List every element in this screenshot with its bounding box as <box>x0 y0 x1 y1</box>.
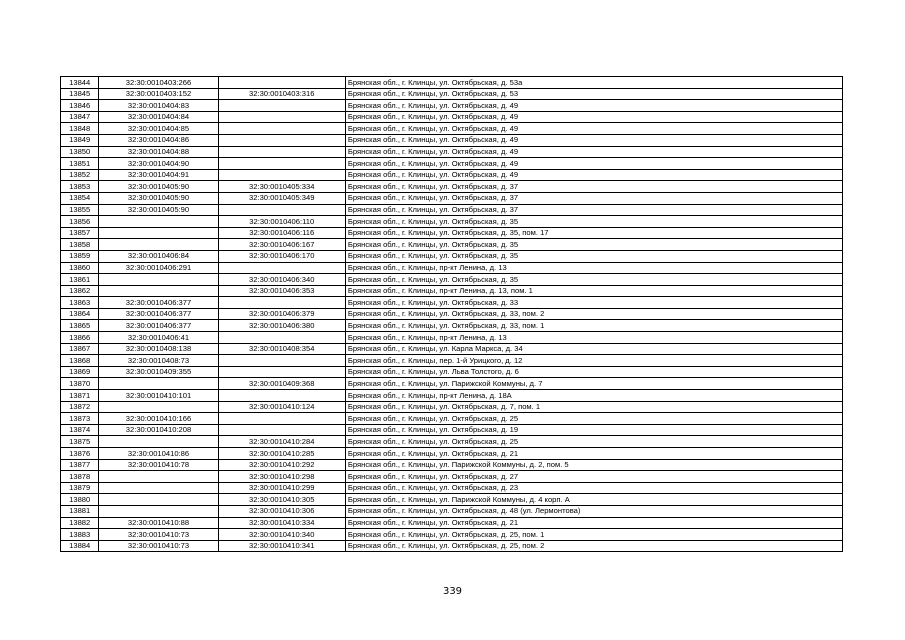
building-cadastral-number-cell: 32:30:0010410:284 <box>218 436 345 448</box>
address-cell: Брянская обл., г. Клинцы, ул. Октябрьская, д. 49 <box>345 111 842 123</box>
building-cadastral-number-cell <box>218 158 345 170</box>
table-row <box>61 169 843 181</box>
table-row <box>61 134 843 146</box>
land-cadastral-number-cell: 32:30:0010406:84 <box>99 250 218 262</box>
building-cadastral-number-cell: 32:30:0010405:334 <box>218 181 345 193</box>
land-cadastral-number-cell <box>99 505 218 517</box>
row-number-cell: 13845 <box>61 88 99 100</box>
land-cadastral-number-cell: 32:30:0010404:84 <box>99 111 218 123</box>
row-number-cell: 13881 <box>61 505 99 517</box>
address-cell: Брянская обл., г. Клинцы, ул. Парижской Коммуны, д. 7 <box>345 378 842 390</box>
building-cadastral-number-cell <box>218 111 345 123</box>
address-cell: Брянская обл., г. Клинцы, ул. Октябрьская, д. 33, пом. 1 <box>345 320 842 332</box>
building-cadastral-number-cell <box>218 204 345 216</box>
table-row <box>61 355 843 367</box>
building-cadastral-number-cell <box>218 77 345 89</box>
building-cadastral-number-cell <box>218 413 345 425</box>
table-row <box>61 192 843 204</box>
building-cadastral-number-cell <box>218 424 345 436</box>
address-cell: Брянская обл., г. Клинцы, ул. Октябрьская, д. 35 <box>345 274 842 286</box>
address-cell: Брянская обл., г. Клинцы, ул. Октябрьская, д. 37 <box>345 192 842 204</box>
row-number-cell: 13878 <box>61 471 99 483</box>
table-row <box>61 471 843 483</box>
building-cadastral-number-cell: 32:30:0010406:340 <box>218 274 345 286</box>
address-cell: Брянская обл., г. Клинцы, ул. Октябрьская, д. 37 <box>345 181 842 193</box>
table-row <box>61 343 843 355</box>
address-cell: Брянская обл., г. Клинцы, ул. Октябрьская, д. 53а <box>345 77 842 89</box>
address-cell: Брянская обл., г. Клинцы, ул. Октябрьская, д. 25, пом. 1 <box>345 529 842 541</box>
land-cadastral-number-cell: 32:30:0010404:85 <box>99 123 218 135</box>
land-cadastral-number-cell: 32:30:0010404:88 <box>99 146 218 158</box>
table-row <box>61 320 843 332</box>
row-number-cell: 13869 <box>61 366 99 378</box>
land-cadastral-number-cell: 32:30:0010403:152 <box>99 88 218 100</box>
address-cell: Брянская обл., г. Клинцы, ул. Октябрьская, д. 21 <box>345 448 842 460</box>
row-number-cell: 13882 <box>61 517 99 529</box>
building-cadastral-number-cell: 32:30:0010406:116 <box>218 227 345 239</box>
land-cadastral-number-cell <box>99 436 218 448</box>
land-cadastral-number-cell <box>99 471 218 483</box>
building-cadastral-number-cell: 32:30:0010406:379 <box>218 308 345 320</box>
address-cell: Брянская обл., г. Клинцы, пр-кт Ленина, д. 13 <box>345 262 842 274</box>
row-number-cell: 13883 <box>61 529 99 541</box>
land-cadastral-number-cell <box>99 494 218 506</box>
property-registry-table <box>60 76 843 552</box>
row-number-cell: 13865 <box>61 320 99 332</box>
land-cadastral-number-cell: 32:30:0010410:208 <box>99 424 218 436</box>
building-cadastral-number-cell: 32:30:0010406:380 <box>218 320 345 332</box>
land-cadastral-number-cell <box>99 401 218 413</box>
table-row <box>61 146 843 158</box>
land-cadastral-number-cell: 32:30:0010406:377 <box>99 297 218 309</box>
building-cadastral-number-cell <box>218 169 345 181</box>
address-cell: Брянская обл., г. Клинцы, ул. Парижской Коммуны, д. 2, пом. 5 <box>345 459 842 471</box>
table-row <box>61 390 843 402</box>
row-number-cell: 13866 <box>61 332 99 344</box>
table-row <box>61 332 843 344</box>
row-number-cell: 13867 <box>61 343 99 355</box>
row-number-cell: 13879 <box>61 482 99 494</box>
building-cadastral-number-cell: 32:30:0010403:316 <box>218 88 345 100</box>
land-cadastral-number-cell: 32:30:0010410:101 <box>99 390 218 402</box>
row-number-cell: 13873 <box>61 413 99 425</box>
address-cell: Брянская обл., г. Клинцы, ул. Октябрьская, д. 33 <box>345 297 842 309</box>
table-row <box>61 88 843 100</box>
table-row <box>61 540 843 552</box>
address-cell: Брянская обл., г. Клинцы, ул. Октябрьская, д. 49 <box>345 100 842 112</box>
row-number-cell: 13858 <box>61 239 99 251</box>
building-cadastral-number-cell <box>218 332 345 344</box>
building-cadastral-number-cell: 32:30:0010410:340 <box>218 529 345 541</box>
building-cadastral-number-cell: 32:30:0010406:353 <box>218 285 345 297</box>
land-cadastral-number-cell <box>99 378 218 390</box>
table-row <box>61 494 843 506</box>
building-cadastral-number-cell: 32:30:0010409:368 <box>218 378 345 390</box>
address-cell: Брянская обл., г. Клинцы, ул. Октябрьская, д. 49 <box>345 158 842 170</box>
table-row <box>61 100 843 112</box>
building-cadastral-number-cell: 32:30:0010410:298 <box>218 471 345 483</box>
address-cell: Брянская обл., г. Клинцы, ул. Октябрьская, д. 33, пом. 2 <box>345 308 842 320</box>
table-row <box>61 285 843 297</box>
row-number-cell: 13861 <box>61 274 99 286</box>
table-row <box>61 448 843 460</box>
building-cadastral-number-cell: 32:30:0010410:306 <box>218 505 345 517</box>
table-row <box>61 308 843 320</box>
table-row <box>61 262 843 274</box>
building-cadastral-number-cell: 32:30:0010410:341 <box>218 540 345 552</box>
table-row <box>61 111 843 123</box>
table-row <box>61 366 843 378</box>
address-cell: Брянская обл., г. Клинцы, пр-кт Ленина, д. 18А <box>345 390 842 402</box>
building-cadastral-number-cell <box>218 100 345 112</box>
address-cell: Брянская обл., г. Клинцы, ул. Парижской Коммуны, д. 4 корп. А <box>345 494 842 506</box>
address-cell: Брянская обл., г. Клинцы, ул. Октябрьская, д. 23 <box>345 482 842 494</box>
row-number-cell: 13884 <box>61 540 99 552</box>
land-cadastral-number-cell <box>99 227 218 239</box>
land-cadastral-number-cell: 32:30:0010410:73 <box>99 540 218 552</box>
table-row <box>61 239 843 251</box>
row-number-cell: 13874 <box>61 424 99 436</box>
table-row <box>61 401 843 413</box>
row-number-cell: 13859 <box>61 250 99 262</box>
building-cadastral-number-cell: 32:30:0010405:349 <box>218 192 345 204</box>
land-cadastral-number-cell: 32:30:0010403:266 <box>99 77 218 89</box>
land-cadastral-number-cell: 32:30:0010408:73 <box>99 355 218 367</box>
address-cell: Брянская обл., г. Клинцы, ул. Льва Толстого, д. 6 <box>345 366 842 378</box>
row-number-cell: 13880 <box>61 494 99 506</box>
building-cadastral-number-cell: 32:30:0010410:334 <box>218 517 345 529</box>
building-cadastral-number-cell: 32:30:0010406:110 <box>218 216 345 228</box>
address-cell: Брянская обл., г. Клинцы, ул. Октябрьская, д. 53 <box>345 88 842 100</box>
address-cell: Брянская обл., г. Клинцы, ул. Октябрьская, д. 49 <box>345 134 842 146</box>
address-cell: Брянская обл., г. Клинцы, пр-кт Ленина, д. 13 <box>345 332 842 344</box>
land-cadastral-number-cell: 32:30:0010404:83 <box>99 100 218 112</box>
table-row <box>61 378 843 390</box>
land-cadastral-number-cell: 32:30:0010405:90 <box>99 181 218 193</box>
building-cadastral-number-cell <box>218 297 345 309</box>
row-number-cell: 13868 <box>61 355 99 367</box>
building-cadastral-number-cell <box>218 366 345 378</box>
page-number: 339 <box>442 586 463 597</box>
building-cadastral-number-cell: 32:30:0010410:299 <box>218 482 345 494</box>
land-cadastral-number-cell: 32:30:0010406:377 <box>99 308 218 320</box>
land-cadastral-number-cell <box>99 274 218 286</box>
building-cadastral-number-cell: 32:30:0010406:170 <box>218 250 345 262</box>
address-cell: Брянская обл., г. Клинцы, пр-кт Ленина, д. 13, пом. 1 <box>345 285 842 297</box>
table-row <box>61 517 843 529</box>
building-cadastral-number-cell: 32:30:0010408:354 <box>218 343 345 355</box>
land-cadastral-number-cell <box>99 239 218 251</box>
row-number-cell: 13864 <box>61 308 99 320</box>
address-cell: Брянская обл., г. Клинцы, ул. Октябрьская, д. 49 <box>345 146 842 158</box>
address-cell: Брянская обл., г. Клинцы, ул. Октябрьская, д. 21 <box>345 517 842 529</box>
address-cell: Брянская обл., г. Клинцы, ул. Октябрьская, д. 37 <box>345 204 842 216</box>
land-cadastral-number-cell: 32:30:0010404:86 <box>99 134 218 146</box>
row-number-cell: 13875 <box>61 436 99 448</box>
land-cadastral-number-cell: 32:30:0010406:291 <box>99 262 218 274</box>
table-row <box>61 216 843 228</box>
address-cell: Брянская обл., г. Клинцы, ул. Октябрьская, д. 25 <box>345 436 842 448</box>
building-cadastral-number-cell: 32:30:0010406:167 <box>218 239 345 251</box>
land-cadastral-number-cell: 32:30:0010406:41 <box>99 332 218 344</box>
address-cell: Брянская обл., г. Клинцы, ул. Октябрьская, д. 35 <box>345 216 842 228</box>
building-cadastral-number-cell <box>218 390 345 402</box>
row-number-cell: 13851 <box>61 158 99 170</box>
address-cell: Брянская обл., г. Клинцы, ул. Октябрьская, д. 48 (ул. Лермонтова) <box>345 505 842 517</box>
row-number-cell: 13871 <box>61 390 99 402</box>
row-number-cell: 13860 <box>61 262 99 274</box>
row-number-cell: 13872 <box>61 401 99 413</box>
building-cadastral-number-cell <box>218 355 345 367</box>
row-number-cell: 13853 <box>61 181 99 193</box>
address-cell: Брянская обл., г. Клинцы, ул. Октябрьская, д. 49 <box>345 169 842 181</box>
table-row <box>61 77 843 89</box>
row-number-cell: 13863 <box>61 297 99 309</box>
land-cadastral-number-cell: 32:30:0010410:88 <box>99 517 218 529</box>
table-row <box>61 181 843 193</box>
land-cadastral-number-cell <box>99 216 218 228</box>
row-number-cell: 13844 <box>61 77 99 89</box>
table-row <box>61 250 843 262</box>
land-cadastral-number-cell: 32:30:0010410:78 <box>99 459 218 471</box>
registry-table-body <box>61 77 843 552</box>
table-row <box>61 227 843 239</box>
building-cadastral-number-cell: 32:30:0010410:285 <box>218 448 345 460</box>
address-cell: Брянская обл., г. Клинцы, ул. Октябрьская, д. 25 <box>345 413 842 425</box>
address-cell: Брянская обл., г. Клинцы, ул. Октябрьская, д. 35 <box>345 239 842 251</box>
address-cell: Брянская обл., г. Клинцы, ул. Октябрьская, д. 19 <box>345 424 842 436</box>
building-cadastral-number-cell <box>218 262 345 274</box>
row-number-cell: 13852 <box>61 169 99 181</box>
table-row <box>61 204 843 216</box>
building-cadastral-number-cell <box>218 146 345 158</box>
table-row <box>61 505 843 517</box>
address-cell: Брянская обл., г. Клинцы, ул. Октябрьская, д. 7, пом. 1 <box>345 401 842 413</box>
land-cadastral-number-cell <box>99 285 218 297</box>
table-row <box>61 413 843 425</box>
address-cell: Брянская обл., г. Клинцы, ул. Октябрьская, д. 25, пом. 2 <box>345 540 842 552</box>
land-cadastral-number-cell: 32:30:0010404:90 <box>99 158 218 170</box>
address-cell: Брянская обл., г. Клинцы, ул. Октябрьская, д. 35, пом. 17 <box>345 227 842 239</box>
table-row <box>61 529 843 541</box>
address-cell: Брянская обл., г. Клинцы, ул. Октябрьская, д. 27 <box>345 471 842 483</box>
land-cadastral-number-cell: 32:30:0010408:138 <box>99 343 218 355</box>
address-cell: Брянская обл., г. Клинцы, ул. Октябрьская, д. 35 <box>345 250 842 262</box>
building-cadastral-number-cell: 32:30:0010410:305 <box>218 494 345 506</box>
row-number-cell: 13857 <box>61 227 99 239</box>
land-cadastral-number-cell: 32:30:0010405:90 <box>99 192 218 204</box>
table-row <box>61 424 843 436</box>
row-number-cell: 13846 <box>61 100 99 112</box>
table-row <box>61 436 843 448</box>
row-number-cell: 13870 <box>61 378 99 390</box>
table-row <box>61 459 843 471</box>
row-number-cell: 13854 <box>61 192 99 204</box>
table-row <box>61 274 843 286</box>
row-number-cell: 13847 <box>61 111 99 123</box>
table-row <box>61 297 843 309</box>
land-cadastral-number-cell: 32:30:0010406:377 <box>99 320 218 332</box>
building-cadastral-number-cell <box>218 134 345 146</box>
row-number-cell: 13876 <box>61 448 99 460</box>
row-number-cell: 13877 <box>61 459 99 471</box>
table-row <box>61 482 843 494</box>
land-cadastral-number-cell: 32:30:0010410:86 <box>99 448 218 460</box>
land-cadastral-number-cell: 32:30:0010405:90 <box>99 204 218 216</box>
address-cell: Брянская обл., г. Клинцы, ул. Карла Маркса, д. 34 <box>345 343 842 355</box>
row-number-cell: 13855 <box>61 204 99 216</box>
building-cadastral-number-cell: 32:30:0010410:292 <box>218 459 345 471</box>
table-row <box>61 123 843 135</box>
row-number-cell: 13862 <box>61 285 99 297</box>
building-cadastral-number-cell <box>218 123 345 135</box>
address-cell: Брянская обл., г. Клинцы, ул. Октябрьская, д. 49 <box>345 123 842 135</box>
row-number-cell: 13850 <box>61 146 99 158</box>
land-cadastral-number-cell: 32:30:0010404:91 <box>99 169 218 181</box>
table-row <box>61 158 843 170</box>
land-cadastral-number-cell: 32:30:0010410:73 <box>99 529 218 541</box>
address-cell: Брянская обл., г. Клинцы, пер. 1-й Урицкого, д. 12 <box>345 355 842 367</box>
land-cadastral-number-cell: 32:30:0010409:355 <box>99 366 218 378</box>
building-cadastral-number-cell: 32:30:0010410:124 <box>218 401 345 413</box>
land-cadastral-number-cell <box>99 482 218 494</box>
row-number-cell: 13856 <box>61 216 99 228</box>
row-number-cell: 13848 <box>61 123 99 135</box>
row-number-cell: 13849 <box>61 134 99 146</box>
land-cadastral-number-cell: 32:30:0010410:166 <box>99 413 218 425</box>
